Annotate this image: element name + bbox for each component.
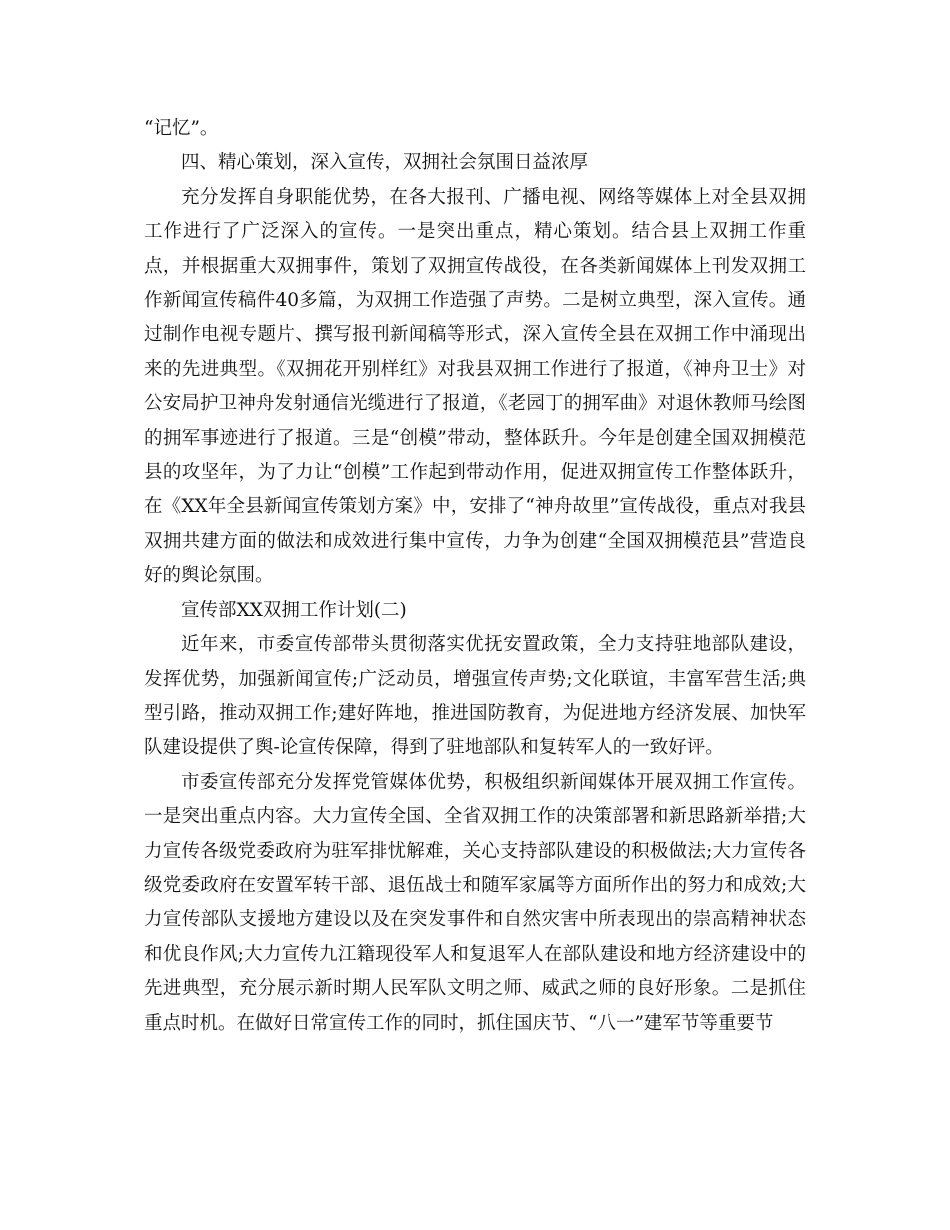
plan-title: 宣传部XX双拥工作计划(二) — [181, 599, 407, 621]
section-heading: 四、精心策划，深入宣传，双拥社会氛围日益浓厚 — [181, 152, 589, 174]
paragraph: 市委宣传部充分发挥党管媒体优势，积极组织新闻媒体开展双拥工作宣传。一是突出重点内容。大力宣传全国、全省双拥工作的决策部署和新思路新举措;大力宣传各级党委政府为驻军排忧解难，关心支持部队建设的积极做法;大力宣传各级党委政府在安置军转干部、退伍战士和随军家属等方面所作出的努力和成效;大力宣传部队支援地方建设以及在突发事件和自然灾害中所表现出的崇高精神状态和优良作风;大力宣传九江籍现役军人和复退军人在部队建设和地方经济建设中的先进典型，充分展示新时期人民军队文明之师、威武之师的良好形象。二是抓住重点时机。在做好日常宣传工作的同时，抓住国庆节、“八一”建军节等重要节 — [144, 771, 806, 1034]
document-body — [144, 112, 806, 1041]
paragraph: 充分发挥自身职能优势，在各大报刊、广播电视、网络等媒体上对全县双拥工作进行了广泛深入的宣传。一是突出重点，精心策划。结合县上双拥工作重点，并根据重大双拥事件，策划了双拥宣传战役，在各类新闻媒体上刊发双拥工作新闻宣传稿件40多篇，为双拥工作造强了声势。二是树立典型，深入宣传。通过制作电视专题片、撰写报刊新闻稿等形式，深入宣传全县在双拥工作中涌现出来的先进典型。《双拥花开别样红》对我县双拥工作进行了报道，《神舟卫士》对公安局护卫神舟发射通信光缆进行了报道，《老园丁的拥军曲》对退休教师马绘图的拥军事迹进行了报道。三是“创模”带动，整体跃升。今年是创建全国双拥模范县的攻坚年，为了力让“创模”工作起到带动作用，促进双拥宣传工作整体跃升，在《XX年全县新闻宣传策划方案》中，安排了“神舟故里”宣传战役，重点对我县双拥共建方面的做法和成效进行集中宣传，力争为创建“全国双拥模范县”营造良好的舆论氛围。 — [144, 186, 806, 587]
paragraph-continuation: “记忆”。 — [144, 118, 219, 139]
paragraph: 近年来，市委宣传部带头贯彻落实优抚安置政策，全力支持驻地部队建设，发挥优势，加强新闻宣传;广泛动员，增强宣传声势;文化联谊，丰富军营生活;典型引路，推动双拥工作;建好阵地，推进国防教育，为促进地方经济发展、加快军队建设提供了舆-论宣传保障，得到了驻地部队和复转军人的一致好评。 — [144, 634, 806, 759]
